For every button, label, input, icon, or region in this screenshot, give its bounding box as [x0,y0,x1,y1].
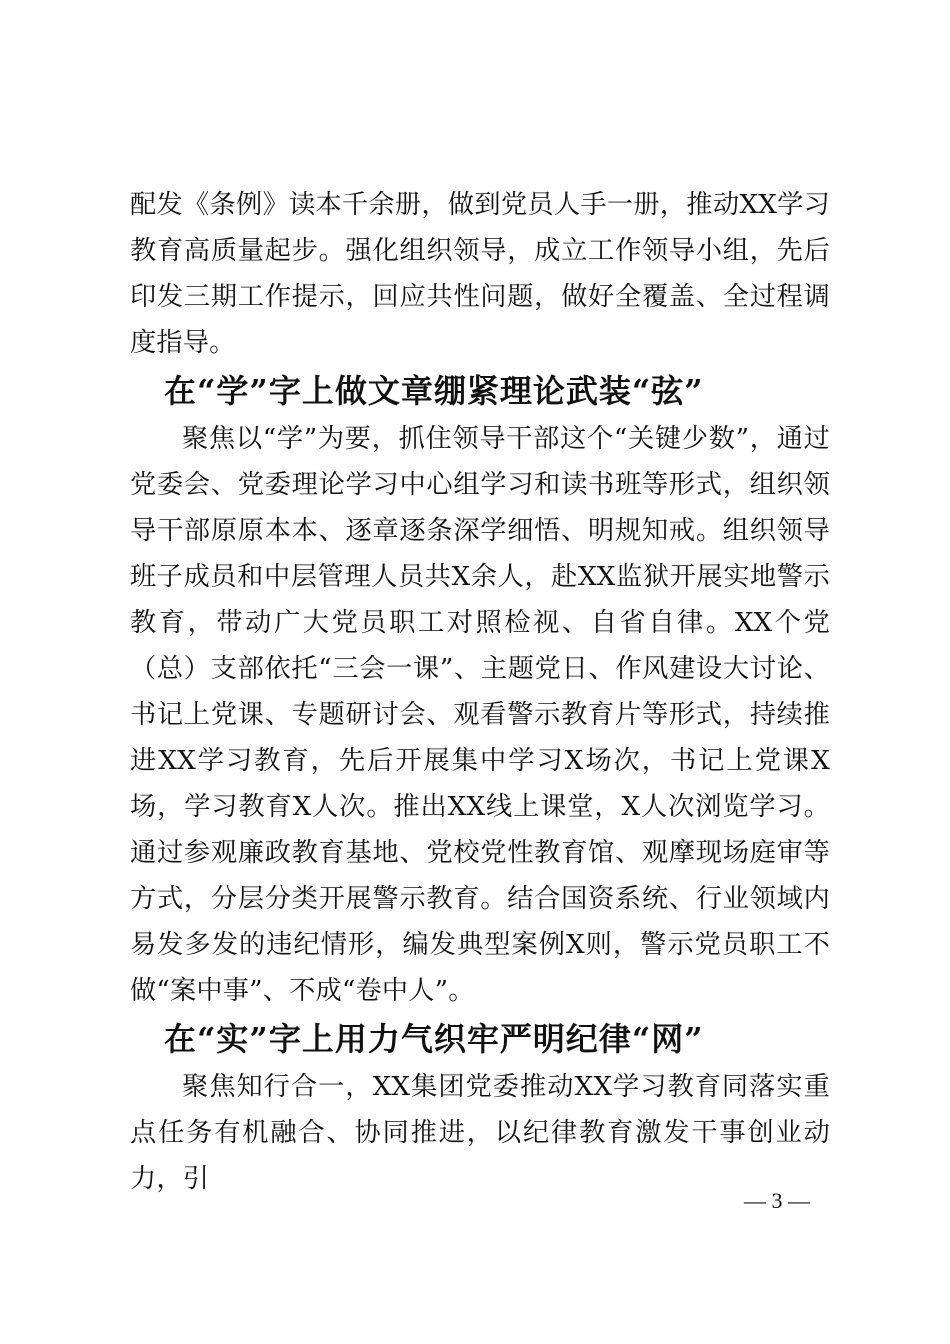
section-heading-practice: 在“实”字上用力气织牢严明纪律“网” [164,1020,704,1058]
page-number: — 3 — [744,1188,810,1213]
document-body [130,182,830,1202]
body-paragraph-3: 聚焦知行合一，XX集团党委推动XX学习教育同落实重点任务有机融合、协同推进，以纪律教育激发干事创业动力，引 [130,1072,830,1194]
body-paragraph-1: 配发《条例》读本千余册，做到党员人手一册，推动XX学习教育高质量起步。强化组织领导，成立工作领导小组，先后印发三期工作提示，回应共性问题，做好全覆盖、全过程调度指导。 [130,190,830,358]
body-paragraph-2: 聚焦以“学”为要，抓住领导干部这个“关键少数”，通过党委会、党委理论学习中心组学习和读书班等形式，组织领导干部原原本本、逐章逐条深学细悟、明规知戒。组织领导班子成员和中层管理人员共X余人，赴XX监狱开展实地警示教育，带动广大党员职工对照检视、自省自律。XX个党（总）支部依托“三会一课”、主题党日、作风建设大讨论、书记上党课、专题研讨会、观看警示教育片等形式，持续推进XX学习教育，先后开展集中学习X场次，书记上党课X场，学习教育X人次。推出XX线上课堂，X人次浏览学习。通过参观廉政教育基地、党校党性教育馆、观摩现场庭审等方式，分层分类开展警示教育。结合国资系统、行业领域内易发多发的违纪情形，编发典型案例X则，警示党员职工不做“案中事”、不成“卷中人”。 [130,424,830,1006]
section-heading-study: 在“学”字上做文章绷紧理论武装“弦” [164,372,704,410]
